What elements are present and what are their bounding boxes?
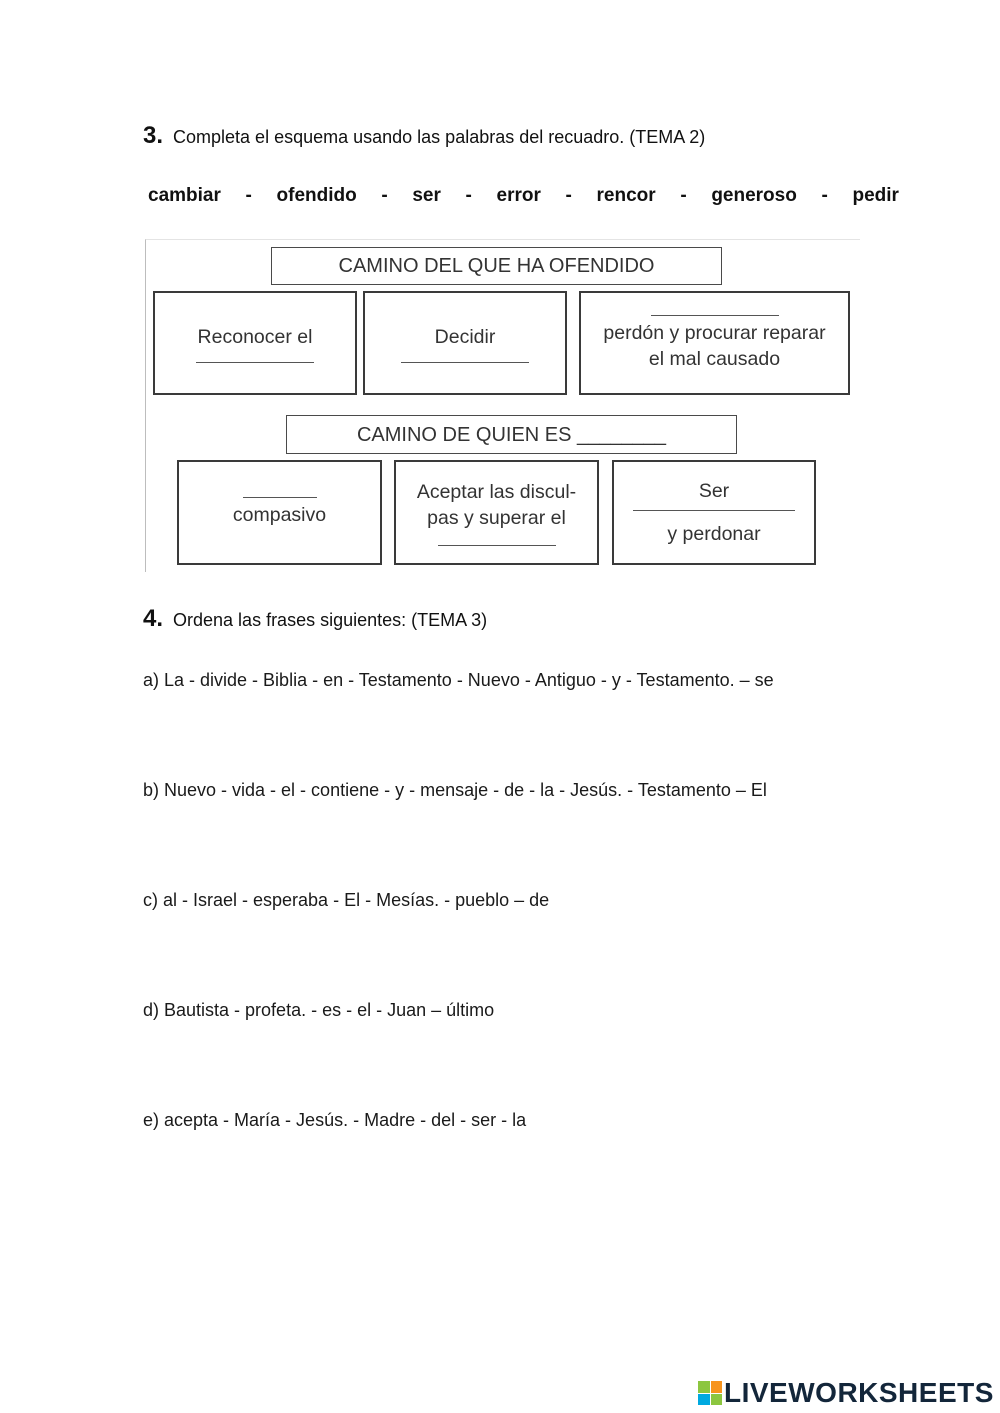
answer-blank[interactable] bbox=[633, 510, 795, 511]
word-bank-separator: - bbox=[245, 185, 252, 206]
scheme-box-compassionate-text: compasivo bbox=[232, 504, 327, 526]
word-bank-item: error bbox=[496, 185, 541, 206]
liveworksheets-logo-text: LIVEWORKSHEETS bbox=[724, 1377, 994, 1408]
word-bank-item: cambiar bbox=[148, 185, 221, 206]
word-bank-item: pedir bbox=[852, 185, 899, 206]
liveworksheets-logo bbox=[698, 1377, 994, 1409]
word-bank-separator: - bbox=[381, 185, 388, 206]
answer-blank[interactable] bbox=[196, 362, 314, 363]
scheme-box-compassionate bbox=[177, 460, 382, 565]
scheme-box-recognize bbox=[153, 291, 357, 395]
liveworksheets-logo-icon bbox=[698, 1381, 722, 1405]
scheme-box-accept-line2: pas y superar el bbox=[427, 507, 566, 529]
word-bank-separator: - bbox=[465, 185, 472, 206]
sentence-d: d) Bautista - profeta. - es - el - Juan – último bbox=[143, 1000, 495, 1020]
answer-blank[interactable] bbox=[651, 315, 779, 316]
word-bank-item: rencor bbox=[596, 185, 656, 206]
scheme-header-offended-text: CAMINO DE QUIEN ES ________ bbox=[356, 423, 666, 446]
scheme-box-decide-text: Decidir bbox=[434, 325, 496, 348]
answer-blank[interactable] bbox=[438, 545, 556, 546]
scheme-box-be-line1: Ser bbox=[698, 480, 730, 502]
word-bank-separator: - bbox=[680, 185, 687, 206]
scheme-box-accept bbox=[394, 460, 599, 565]
question-3-heading bbox=[143, 122, 705, 150]
answer-blank[interactable] bbox=[243, 497, 317, 498]
question-4-instruction: Ordena las frases siguientes: (TEMA 3) bbox=[173, 610, 488, 630]
scheme-header-offender-text: CAMINO DEL QUE HA OFENDIDO bbox=[338, 255, 655, 277]
scheme-box-decide bbox=[363, 291, 567, 395]
word-bank-item: ser bbox=[412, 185, 441, 206]
question-3-number: 3. bbox=[143, 122, 164, 149]
scheme-header-offender bbox=[271, 247, 722, 285]
scheme-box-forgiveness-line3: el mal causado bbox=[648, 347, 781, 370]
scheme-box-be-line3: y perdonar bbox=[667, 523, 761, 545]
answer-blank[interactable] bbox=[401, 362, 529, 363]
sentence-e: e) acepta - María - Jesús. - Madre - del - ser - la bbox=[143, 1110, 527, 1130]
word-bank-item: ofendido bbox=[276, 185, 357, 206]
sentence-a: a) La - divide - Biblia - en - Testamento - Nuevo - Antiguo - y - Testamento. – se bbox=[143, 670, 774, 690]
word-bank bbox=[148, 185, 899, 207]
word-bank-item: generoso bbox=[711, 185, 797, 206]
sentence-b: b) Nuevo - vida - el - contiene - y - mensaje - de - la - Jesús. - Testamento – El bbox=[143, 780, 767, 800]
word-bank-separator: - bbox=[565, 185, 572, 206]
word-bank-separator: - bbox=[821, 185, 828, 206]
scheme-box-recognize-text: Reconocer el bbox=[197, 325, 313, 348]
scheme-diagram bbox=[145, 239, 860, 572]
scheme-header-offended bbox=[286, 415, 737, 454]
scheme-box-forgiveness bbox=[579, 291, 850, 395]
scheme-box-accept-line1: Aceptar las discul- bbox=[416, 481, 577, 503]
sentence-c: c) al - Israel - esperaba - El - Mesías. - pueblo – de bbox=[143, 890, 550, 910]
scheme-box-forgiveness-line2: perdón y procurar reparar bbox=[603, 321, 826, 344]
question-4-number: 4. bbox=[143, 605, 164, 632]
scheme-box-be bbox=[612, 460, 816, 565]
question-4-heading bbox=[143, 605, 487, 633]
question-3-instruction: Completa el esquema usando las palabras del recuadro. (TEMA 2) bbox=[173, 127, 706, 147]
